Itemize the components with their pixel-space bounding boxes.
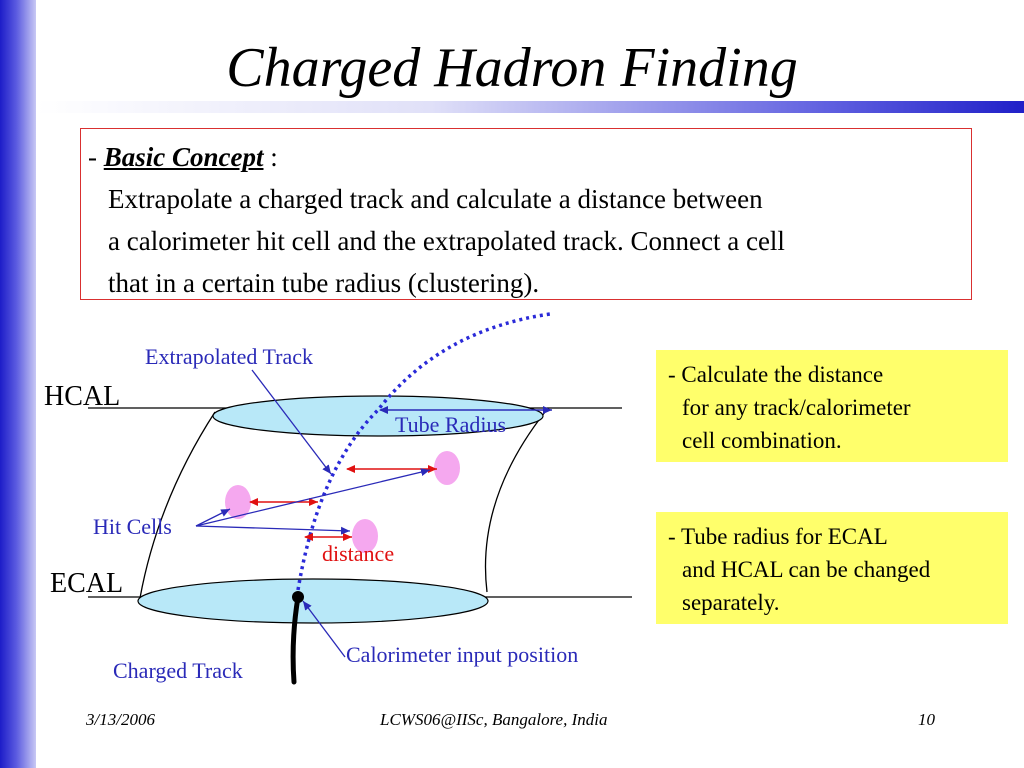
calorimeter-input-label: Calorimeter input position xyxy=(346,642,579,667)
hcal-label: HCAL xyxy=(44,381,121,412)
cylinder-left-edge xyxy=(140,412,215,598)
cylinder-right-edge xyxy=(485,412,545,592)
note-line: for any track/calorimeter xyxy=(682,395,911,420)
ecal-disk xyxy=(138,579,488,623)
concept-line: Extrapolate a charged track and calculate a distance between xyxy=(108,184,763,214)
concept-heading: Basic Concept xyxy=(103,142,264,172)
charged-track-label: Charged Track xyxy=(113,658,243,683)
calorimeter-input-point xyxy=(292,591,304,603)
note-line: cell combination. xyxy=(682,428,842,453)
note-line: and HCAL can be changed xyxy=(682,557,931,582)
hit-cell xyxy=(434,451,460,485)
hit-cell-pointer xyxy=(196,509,230,526)
concept-dash: - xyxy=(88,142,97,172)
hit-cell-pointer xyxy=(196,526,350,531)
ecal-label: ECAL xyxy=(50,568,124,599)
concept-line: a calorimeter hit cell and the extrapolated track. Connect a cell xyxy=(108,226,785,256)
charged-track xyxy=(293,597,298,682)
note-line: - Calculate the distance xyxy=(668,362,884,387)
note-line: separately. xyxy=(682,590,780,615)
concept-colon: : xyxy=(270,142,278,172)
extrapolated-track-label: Extrapolated Track xyxy=(145,344,314,369)
footer-page-number: 10 xyxy=(918,710,935,729)
distance-note xyxy=(656,350,1008,462)
footer-date: 3/13/2006 xyxy=(86,710,155,729)
concept-line: that in a certain tube radius (clustering). xyxy=(108,268,540,298)
tube-radius-label: Tube Radius xyxy=(395,412,507,437)
tube-radius-note xyxy=(656,512,1008,624)
slide-title: Charged Hadron Finding xyxy=(226,37,798,99)
hit-cells-label: Hit Cells xyxy=(93,514,172,539)
note-line: - Tube radius for ECAL xyxy=(668,524,888,549)
distance-label: distance xyxy=(322,541,395,566)
footer-event: LCWS06@IISc, Bangalore, India xyxy=(380,710,608,729)
